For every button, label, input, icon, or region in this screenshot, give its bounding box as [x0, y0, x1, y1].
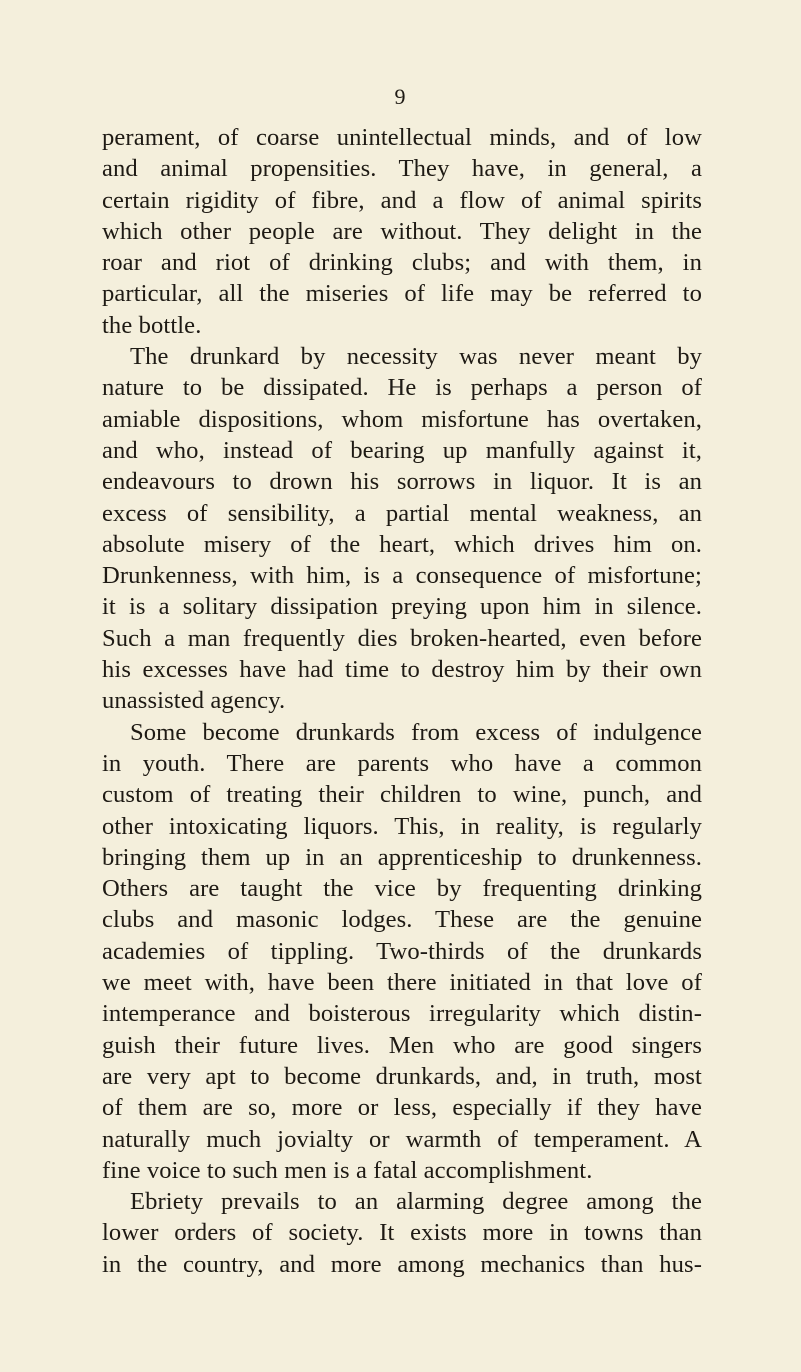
text-line: the bottle. [102, 311, 202, 339]
text-line: we meet with, have been there initiated in that love of [102, 969, 702, 997]
text-line: endeavours to drown his sorrows in liquor. It is an [102, 468, 702, 496]
text-line: are very apt to become drunkards, and, in truth, most [102, 1062, 702, 1090]
text-line: fine voice to such men is a fatal accomplishment. [102, 1156, 593, 1184]
text-line: unassisted agency. [102, 687, 286, 715]
text-line: Drunkenness, with him, is a consequence of misfortune; [102, 562, 702, 590]
text-line: absolute misery of the heart, which drives him on. [102, 530, 702, 558]
text-line: in the country, and more among mechanics than hus- [102, 1250, 702, 1278]
text-line: custom of treating their children to wine, punch, and [102, 781, 702, 809]
text-line: it is a solitary dissipation preying upon him in silence. [102, 593, 702, 621]
page-number: 9 [394, 84, 407, 109]
body-text [102, 122, 702, 1280]
text-line: his excesses have had time to destroy him by their own [102, 656, 702, 684]
text-line: Ebriety prevails to an alarming degree among the [130, 1188, 702, 1216]
text-line: certain rigidity of fibre, and a flow of animal spirits [102, 186, 702, 214]
text-line: guish their future lives. Men who are good singers [102, 1031, 702, 1059]
text-line: and who, instead of bearing up manfully against it, [102, 436, 702, 464]
text-line: which other people are without. They delight in the [102, 217, 702, 245]
text-line: perament, of coarse unintellectual minds, and of low [102, 124, 702, 151]
text-line: bringing them up in an apprenticeship to drunkenness. [102, 843, 702, 871]
text-line: Some become drunkards from excess of indulgence [130, 718, 702, 746]
text-line: excess of sensibility, a partial mental weakness, an [102, 499, 702, 527]
text-line: nature to be dissipated. He is perhaps a person of [102, 374, 702, 402]
text-line: lower orders of society. It exists more in towns than [102, 1219, 702, 1247]
text-line: Others are taught the vice by frequenting drinking [102, 875, 702, 903]
text-line: academies of tippling. Two-thirds of the drunkards [102, 937, 702, 965]
text-line: Such a man frequently dies broken-hearted, even before [102, 624, 702, 652]
text-line: and animal propensities. They have, in general, a [102, 155, 702, 183]
text-line: of them are so, more or less, especially if they have [102, 1094, 702, 1122]
text-line: roar and riot of drinking clubs; and with them, in [102, 249, 702, 277]
text-line: amiable dispositions, whom misfortune has overtaken, [102, 405, 702, 433]
text-line: other intoxicating liquors. This, in reality, is regularly [102, 812, 702, 840]
text-line: in youth. There are parents who have a common [102, 749, 702, 777]
text-line: clubs and masonic lodges. These are the genuine [102, 906, 702, 934]
text-line: The drunkard by necessity was never meant by [130, 343, 702, 371]
text-line: naturally much jovialty or warmth of temperament. A [102, 1125, 702, 1153]
text-line: intemperance and boisterous irregularity which distin- [102, 1000, 702, 1028]
text-line: particular, all the miseries of life may be referred to [102, 280, 702, 308]
